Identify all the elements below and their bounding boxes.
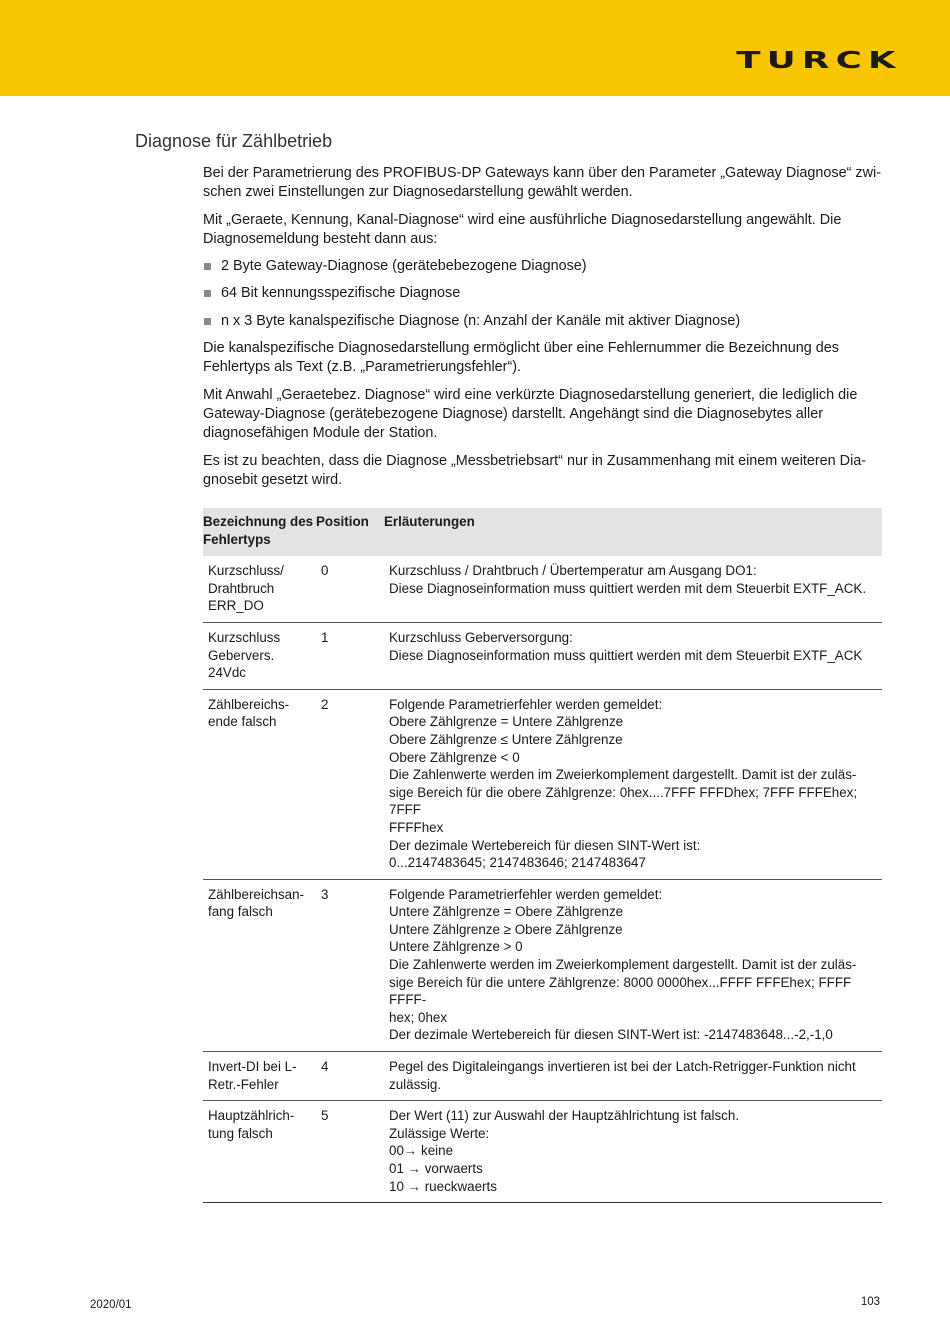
cell-line: tung falsch — [208, 1125, 273, 1141]
cell-position: 5 — [316, 1101, 384, 1203]
cell-line: Retr.-Fehler — [208, 1076, 279, 1092]
cell-line: Der dezimale Wertebereich für diesen SINT-Wert ist: -2147483648...-2,-1,0 — [389, 1027, 833, 1043]
paragraph: Mit Anwahl „Geraetebez. Diagnose“ wird eine verkürzte Diagnosedarstellung generiert, die lediglich die Gateway-Diagnose (gerätebezogene Diagnose) darstellt. Angehängt sind die Diagnosebytes aller diagnosefähigen Module der Station. — [203, 386, 858, 442]
cell-line: Untere Zählgrenze ≥ Obere Zählgrenze — [389, 921, 623, 937]
bullet-item: 2 Byte Gateway-Diagnose (gerätebebezogene Diagnose) — [203, 257, 881, 276]
cell-line: Obere Zählgrenze < 0 — [389, 749, 520, 765]
cell-line: Obere Zählgrenze = Untere Zählgrenze — [389, 714, 624, 730]
cell-explanation — [384, 689, 882, 879]
table-row — [203, 622, 882, 689]
bullet-square-icon — [204, 263, 211, 270]
table-row — [203, 556, 882, 622]
bullet-square-icon — [204, 290, 211, 297]
cell-line: sige Bereich für die untere Zählgrenze: 8000 0000hex...FFFF FFFEhex; FFFF FFFF- — [389, 974, 852, 1008]
cell-line: Invert-DI bei L- — [208, 1059, 297, 1075]
cell-line: Gebervers. — [208, 647, 275, 663]
cell-line: 24Vdc — [208, 665, 246, 681]
cell-line: Diese Diagnoseinformation muss quittiert werden mit dem Steuerbit EXTF_ACK. — [389, 580, 867, 596]
cell-line: zulässig. — [389, 1076, 442, 1092]
cell-position: 0 — [316, 556, 384, 622]
cell-position: 4 — [316, 1052, 384, 1101]
cell-line: Kurzschluss Geberversorgung: — [389, 629, 573, 645]
cell-explanation — [384, 1101, 882, 1203]
cell-line: fang falsch — [208, 904, 273, 920]
cell-explanation — [384, 556, 882, 622]
table-row — [203, 1101, 882, 1203]
cell-line: ende falsch — [208, 714, 277, 730]
cell-line: Die Zahlenwerte werden im Zweierkomplement dargestellt. Damit ist der zuläs- — [389, 767, 857, 783]
turck-logo: TURCK — [736, 48, 902, 74]
table-row — [203, 1052, 882, 1101]
header-name: Bezeichnung des Fehlertyps — [203, 508, 316, 556]
header-explanation: Erläuterungen — [384, 508, 882, 556]
cell-name — [203, 556, 316, 622]
cell-position: 1 — [316, 622, 384, 689]
cell-line: Hauptzählrich- — [208, 1108, 295, 1124]
cell-line: Zählbereichs- — [208, 696, 290, 712]
cell-line: Zählbereichsan- — [208, 886, 305, 902]
cell-explanation — [384, 622, 882, 689]
paragraph: Bei der Parametrierung des PROFIBUS-DP Gateways kann über den Parameter „Gateway Diagnose“ zwi-schen zwei Einstellungen zur Diagnosedarstellung gewählt werden. — [203, 165, 881, 201]
cell-line: sige Bereich für die obere Zählgrenze: 0hex....7FFF FFFDhex; 7FFF FFFEhex; 7FFF — [389, 784, 858, 818]
cell-line: Diese Diagnoseinformation muss quittiert werden mit dem Steuerbit EXTF_ACK — [389, 647, 863, 663]
bullet-item: n x 3 Byte kanalspezifische Diagnose (n: Anzahl der Kanäle mit aktiver Diagnose) — [203, 312, 881, 331]
cell-line: Folgende Parametrierfehler werden gemeldet: — [389, 886, 663, 902]
cell-line: Die Zahlenwerte werden im Zweierkomplement dargestellt. Damit ist der zuläs- — [389, 957, 857, 973]
footer-date: 2020/01 — [90, 1299, 132, 1311]
cell-line: Untere Zählgrenze > 0 — [389, 939, 523, 955]
cell-line: Der dezimale Wertebereich für diesen SINT-Wert ist: — [389, 837, 701, 853]
table-row — [203, 689, 882, 879]
cell-line: Kurzschluss / Drahtbruch / Übertemperatur am Ausgang DO1: — [389, 563, 757, 579]
header-position: Position — [316, 508, 384, 556]
cell-line: hex; 0hex — [389, 1009, 448, 1025]
cell-position: 3 — [316, 879, 384, 1051]
cell-line: Folgende Parametrierfehler werden gemeldet: — [389, 696, 663, 712]
cell-name — [203, 879, 316, 1051]
cell-line: Pegel des Digitaleingangs invertieren ist bei der Latch-Retrigger-Funktion nicht — [389, 1059, 856, 1075]
cell-name — [203, 1101, 316, 1203]
paragraph: Mit „Geraete, Kennung, Kanal-Diagnose“ wird eine ausführliche Diagnosedarstellung angewählt. Die Diagnosemeldung besteht dann aus: — [203, 211, 842, 247]
cell-explanation — [384, 879, 882, 1051]
cell-name — [203, 689, 316, 879]
table-row — [203, 879, 882, 1051]
cell-line: Kurzschluss — [208, 629, 281, 645]
body-text — [203, 164, 881, 498]
paragraph: Die kanalspezifische Diagnosedarstellung ermöglicht über eine Fehlernummer die Bezeichnung des Fehlertyps als Text (z.B. „Parametrierungsfehler“). — [203, 340, 839, 376]
table-header-row — [203, 508, 882, 556]
bullet-item: 64 Bit kennungsspezifische Diagnose — [203, 284, 881, 303]
cell-line: Drahtbruch — [208, 580, 275, 596]
cell-line: 00→ keine — [389, 1143, 454, 1159]
bullet-list — [203, 257, 881, 331]
section-title: Diagnose für Zählbetrieb — [135, 131, 333, 151]
cell-line: 0...2147483645; 2147483646; 2147483647 — [389, 855, 646, 871]
diagnosis-table — [203, 508, 882, 1203]
cell-line: Der Wert (11) zur Auswahl der Hauptzählrichtung ist falsch. — [389, 1108, 740, 1124]
cell-name — [203, 622, 316, 689]
cell-line: Obere Zählgrenze ≤ Untere Zählgrenze — [389, 731, 623, 747]
cell-line: FFFFhex — [389, 819, 444, 835]
cell-position: 2 — [316, 689, 384, 879]
page-number: 103 — [860, 1296, 880, 1308]
cell-line: Untere Zählgrenze = Obere Zählgrenze — [389, 904, 624, 920]
cell-line: 10 → rueckwaerts — [389, 1178, 497, 1194]
cell-explanation — [384, 1052, 882, 1101]
page-header — [0, 0, 950, 96]
cell-line: 01 → vorwaerts — [389, 1161, 483, 1176]
cell-name — [203, 1052, 316, 1101]
bullet-square-icon — [204, 318, 211, 325]
cell-line: ERR_DO — [208, 598, 264, 614]
cell-line: Zulässige Werte: — [389, 1125, 490, 1141]
paragraph: Es ist zu beachten, dass die Diagnose „Messbetriebsart“ nur in Zusammenhang mit einem weiteren Dia-gnosebit gesetzt wird. — [203, 452, 867, 488]
cell-line: Kurzschluss/ — [208, 563, 284, 579]
